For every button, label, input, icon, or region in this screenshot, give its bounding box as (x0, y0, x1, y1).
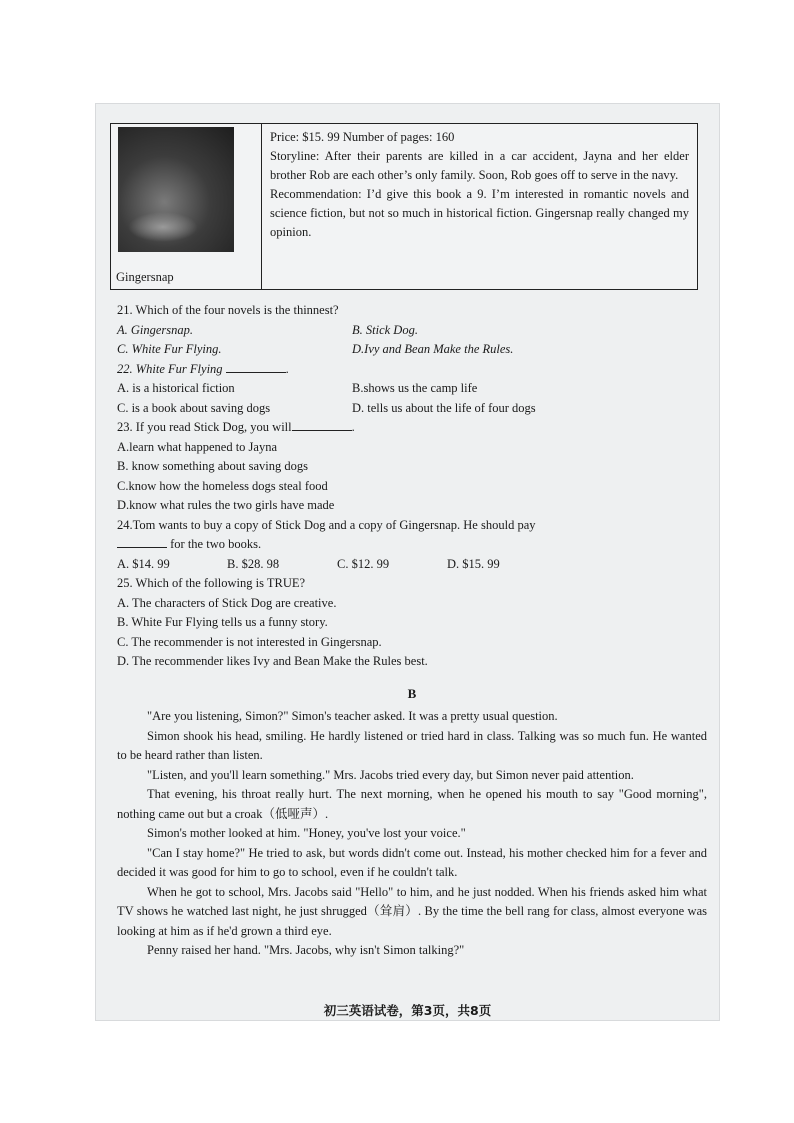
passage-paragraph: That evening, his throat really hurt. The next morning, when he opened his mouth to say "Good morning", nothing came out but a croak（低哑声）. (117, 787, 707, 821)
option-24-c: C. $12. 99 (337, 556, 390, 571)
question-22-options-row2 (117, 399, 707, 419)
option-25-c: C. The recommender is not interested in Gingersnap. (117, 634, 382, 649)
section-b-heading: B (407, 685, 417, 701)
passage-paragraph: "Are you listening, Simon?" Simon's teacher asked. It was a pretty usual question. (147, 709, 558, 723)
option-25-a: A. The characters of Stick Dog are creative. (117, 595, 337, 610)
exam-page (95, 103, 720, 1021)
question-23: 23. If you read Stick Dog, you will . (117, 420, 355, 434)
answer-blank (226, 360, 286, 373)
book-cover-title: Gingersnap (116, 270, 174, 284)
passage-paragraph: When he got to school, Mrs. Jacobs said "Hello" to him, and he just nodded. When his friends asked him what TV shows he watched last night, he just shrugged（耸肩）. By the time the bell rang for class, almost everyone was looking at him as if he'd grown a third eye. (117, 884, 707, 938)
question-24-line2-text: for the two books. (170, 537, 262, 551)
question-21: 21. Which of the four novels is the thinnest? (117, 303, 339, 317)
option-25-b: B. White Fur Flying tells us a funny story. (117, 615, 328, 629)
book-price-line: Price: $15. 99 Number of pages: 160 (270, 130, 455, 144)
book-storyline: Storyline: After their parents are killed in a car accident, Jayna and her elder brother Rob are each other’s only family. Soon, Rob goes off to serve in the navy. (270, 149, 689, 182)
option-22-b: B.shows us the camp life (352, 381, 478, 395)
book-cover-column (111, 124, 262, 289)
question-24-line1: 24.Tom wants to buy a copy of Stick Dog and a copy of Gingersnap. He should pay (117, 517, 536, 532)
question-24-line2 (117, 535, 707, 555)
passage-paragraph: "Can I stay home?" He tried to ask, but words didn't come out. Instead, his mother checked him for a fever and decided it was good for him to go to school, even if he couldn't talk. (117, 845, 707, 879)
passage-paragraph: Simon shook his head, smiling. He hardly listened or tried hard in class. Talking was so much fun. He wanted to be heard rather than listen. (117, 728, 707, 762)
option-24-d: D. $15. 99 (447, 556, 500, 571)
question-25: 25. Which of the following is TRUE? (117, 576, 306, 590)
book-info-box (110, 123, 698, 290)
option-21-d: D.Ivy and Bean Make the Rules. (352, 342, 514, 356)
option-22-c: C. is a book about saving dogs (117, 400, 271, 415)
option-22-d: D. tells us about the life of four dogs (352, 400, 536, 415)
option-24-a: A. $14. 99 (117, 556, 170, 571)
passage-paragraph: Penny raised her hand. "Mrs. Jacobs, why isn't Simon talking?" (147, 943, 465, 957)
section-b-passage (117, 707, 707, 961)
passage-paragraph: Simon's mother looked at him. "Honey, you've lost your voice." (147, 826, 466, 840)
question-22-text: 22. White Fur Flying (117, 361, 223, 376)
book-cover-image (118, 127, 234, 252)
question-22: 22. White Fur Flying . (117, 361, 289, 376)
page-footer: 初三英语试卷，第3页，共8页 (323, 1003, 492, 1018)
option-22-a: A. is a historical fiction (117, 381, 235, 395)
book-recommendation: Recommendation: I’d give this book a 9. I’m interested in romantic novels and science fiction, but not so much in historical fiction. Gingersnap really changed my opinion. (270, 187, 689, 239)
option-21-c: C. White Fur Flying. (117, 342, 222, 356)
option-23-d: D.know what rules the two girls have made (117, 498, 335, 512)
option-23-c: C.know how the homeless dogs steal food (117, 478, 328, 493)
question-21-options-row2 (117, 340, 707, 360)
answer-blank (292, 418, 352, 431)
question-22-options-row1 (117, 379, 707, 399)
option-21-b: B. Stick Dog. (352, 322, 418, 337)
book-details (262, 124, 697, 289)
question-21-options-row1 (117, 321, 707, 341)
option-24-b: B. $28. 98 (227, 556, 280, 571)
option-25-d: D. The recommender likes Ivy and Bean Make the Rules best. (117, 654, 428, 668)
passage-paragraph: "Listen, and you'll learn something." Mrs. Jacobs tried every day, but Simon never paid attention. (147, 767, 634, 782)
option-23-a: A.learn what happened to Jayna (117, 439, 278, 454)
question-list (117, 301, 707, 961)
question-23-text: 23. If you read Stick Dog, you will (117, 420, 292, 434)
option-23-b: B. know something about saving dogs (117, 459, 308, 473)
option-21-a: A. Gingersnap. (117, 322, 194, 337)
answer-blank (117, 535, 167, 548)
question-24-options (117, 555, 707, 575)
